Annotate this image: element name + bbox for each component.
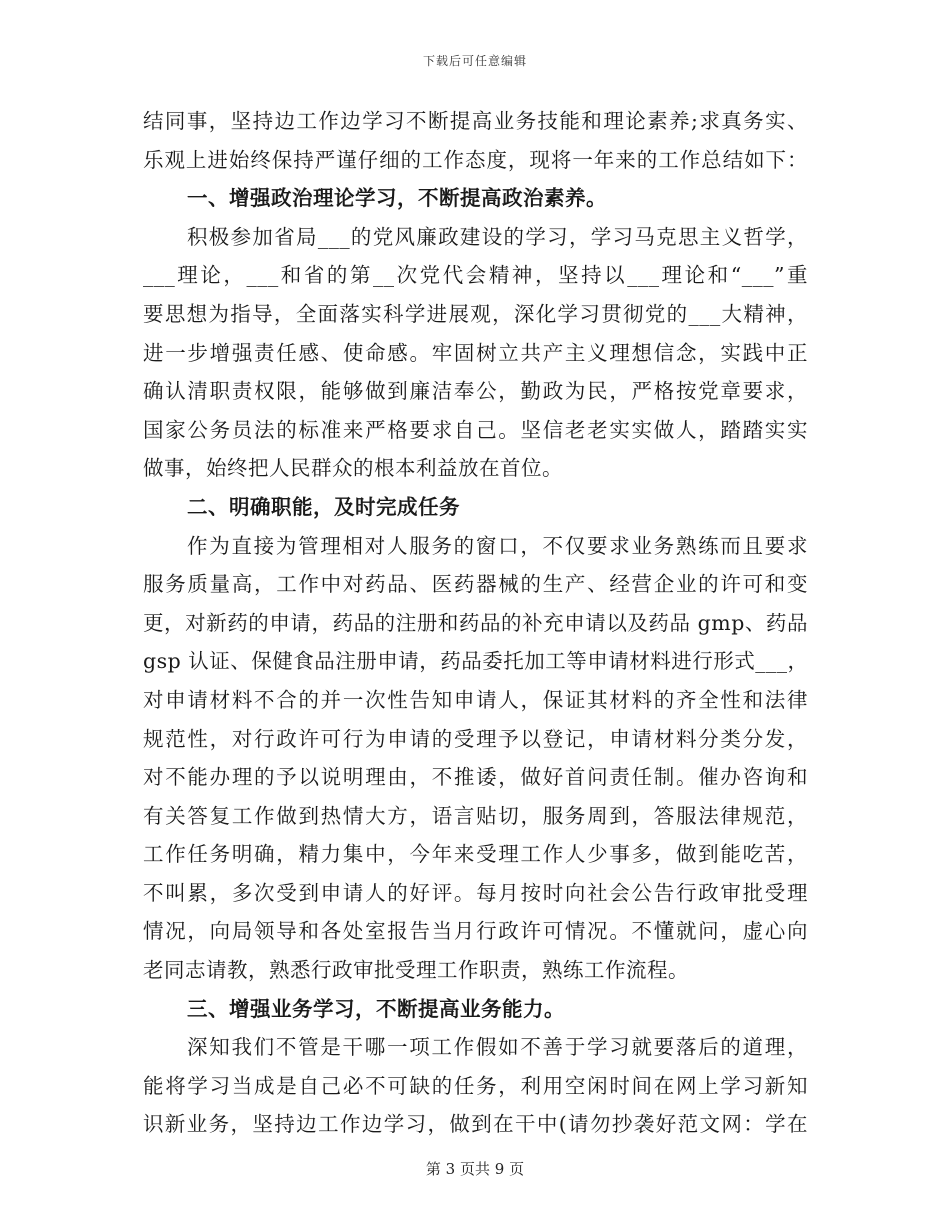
text-line: ___理论，___和省的第__次党代会精神，坚持以___理论和“___”重 bbox=[143, 263, 808, 288]
section-heading-2 bbox=[143, 488, 808, 527]
text-line: 积极参加省局___的党风廉政建设的学习，学习马克思主义哲学， bbox=[187, 224, 808, 249]
text-line: 有关答复工作做到热情大方，语言贴切，服务周到，答服法律规范， bbox=[143, 803, 808, 828]
paragraph-3 bbox=[143, 527, 808, 990]
text-line: 作为直接为管理相对人服务的窗口，不仅要求业务熟练而且要求 bbox=[187, 533, 808, 558]
text-line: 对申请材料不合的并一次性告知申请人，保证其材料的齐全性和法律 bbox=[143, 687, 808, 712]
text-line: 乐观上进始终保持严谨仔细的工作态度，现将一年来的工作总结如下： bbox=[143, 147, 808, 172]
heading-line: 一、增强政治理论学习，不断提高政治素养。 bbox=[187, 186, 607, 211]
paragraph-4 bbox=[143, 1028, 808, 1144]
text-line: 要思想为指导，全面落实科学进展观，深化学习贯彻党的___大精神， bbox=[143, 301, 808, 326]
text-line: 不叫累，多次受到申请人的好评。每月按时向社会公告行政审批受理 bbox=[143, 880, 808, 905]
section-heading-1 bbox=[143, 179, 808, 218]
text-line: 服务质量高，工作中对药品、医药器械的生产、经营企业的许可和变 bbox=[143, 572, 808, 597]
text-line: 规范性，对行政许可行为申请的受理予以登记，申请材料分类分发， bbox=[143, 726, 808, 751]
text-line: 结同事，坚持边工作边学习不断提高业务技能和理论素养;求真务实、 bbox=[143, 109, 808, 133]
text-line: 工作任务明确，精力集中，今年来受理工作人少事多，做到能吃苦， bbox=[143, 842, 808, 867]
text-line: 深知我们不管是干哪一项工作假如不善于学习就要落后的道理， bbox=[187, 1035, 808, 1060]
text-line: 进一步增强责任感、使命感。牢固树立共产主义理想信念，实践中正 bbox=[143, 340, 808, 365]
text-line: 确认清职责权限，能够做到廉洁奉公，勤政为民，严格按党章要求， bbox=[143, 379, 808, 404]
heading-line: 三、增强业务学习，不断提高业务能力。 bbox=[187, 996, 565, 1021]
document-body bbox=[143, 102, 808, 1144]
text-line: 国家公务员法的标准来严格要求自己。坚信老老实实做人，踏踏实实 bbox=[143, 417, 808, 442]
page-header: 下载后可任意编辑 bbox=[422, 54, 527, 68]
text-line: 情况，向局领导和各处室报告当月行政许可情况。不懂就问，虚心向 bbox=[143, 919, 808, 944]
section-heading-3 bbox=[143, 990, 808, 1029]
text-line: 老同志请教，熟悉行政审批受理工作职责，熟练工作流程。 bbox=[143, 958, 689, 983]
heading-line: 二、明确职能，及时完成任务 bbox=[187, 494, 460, 519]
text-line: gsp 认证、保健食品注册申请，药品委托加工等申请材料进行形式___， bbox=[143, 649, 809, 674]
paragraph-1 bbox=[143, 102, 808, 179]
text-line: 对不能办理的予以说明理由，不推诿，做好首问责任制。催办咨询和 bbox=[143, 765, 808, 790]
text-line: 做事，始终把人民群众的根本利益放在首位。 bbox=[143, 456, 563, 481]
page-number: 第 3 页共 9 页 bbox=[425, 1160, 525, 1178]
text-line: 识新业务，坚持边工作边学习，做到在干中(请勿抄袭好范文网：学在 bbox=[143, 1112, 808, 1137]
text-line: 能将学习当成是自己必不可缺的任务，利用空闲时间在网上学习新知 bbox=[143, 1073, 808, 1098]
paragraph-2 bbox=[143, 218, 808, 488]
text-line: 更，对新药的申请，药品的注册和药品的补充申请以及药品 gmp、药品 bbox=[143, 610, 808, 635]
